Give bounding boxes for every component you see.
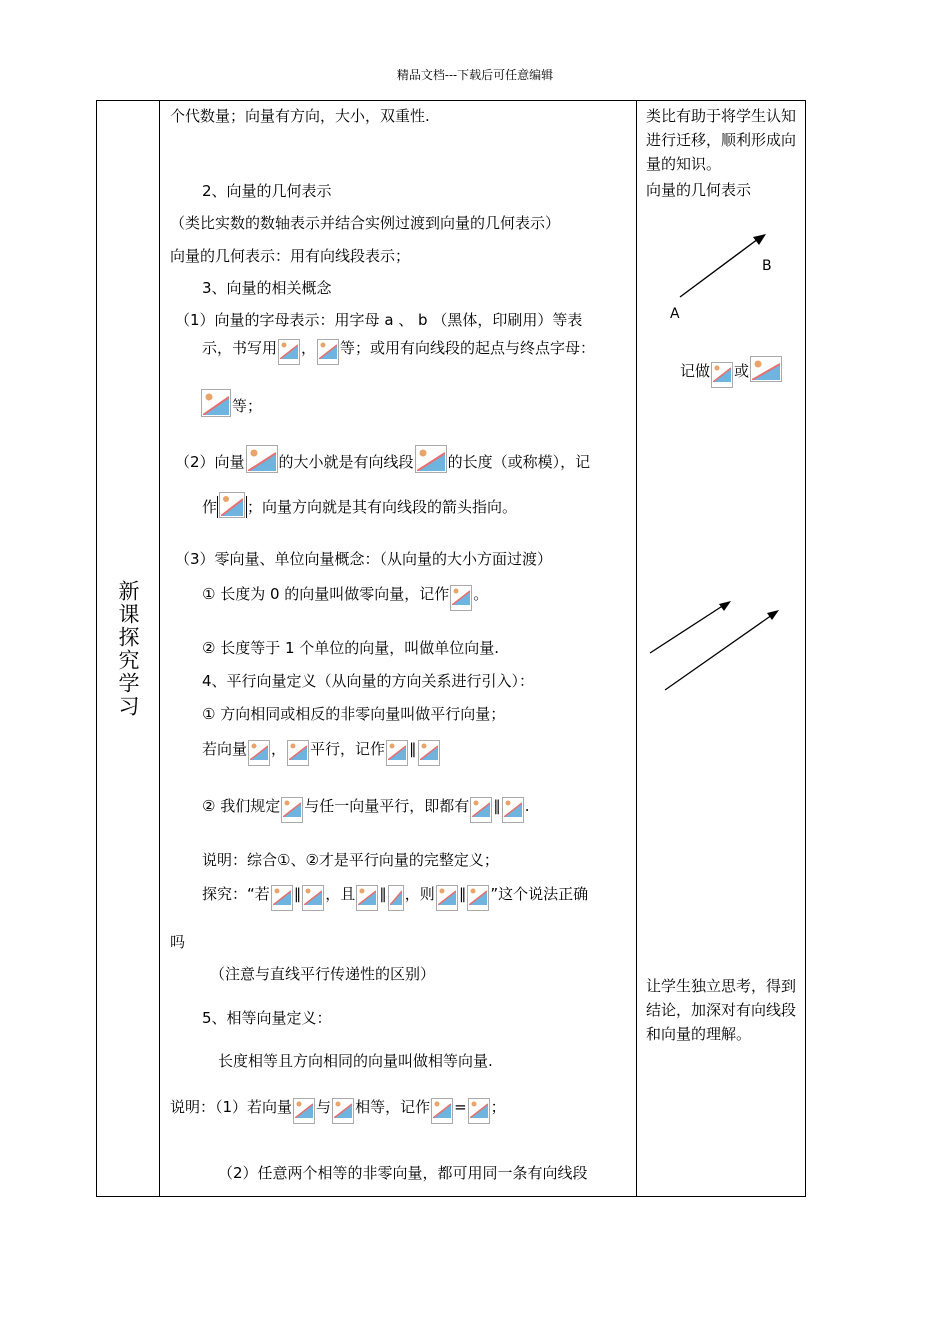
image-placeholder-icon: [332, 1098, 354, 1124]
text-line: 吗: [170, 933, 186, 951]
image-placeholder-icon: [271, 885, 293, 911]
note-analogy: 类比有助于将学生认知进行迁移，顺利形成向量的知识。: [646, 107, 797, 173]
image-placeholder-icon: [436, 885, 458, 911]
image-placeholder-icon: [468, 1098, 490, 1124]
image-placeholder-icon: [281, 797, 303, 823]
image-placeholder-icon: [302, 885, 324, 911]
image-placeholder-icon: [388, 885, 404, 911]
text-line: （2）任意两个相等的非零向量，都可用同一条有向线段: [218, 1164, 588, 1182]
text-line: 说明：综合①、②才是平行向量的完整定义；: [202, 851, 499, 869]
text-fragment: ① 长度为 0 的向量叫做零向量，记作: [202, 585, 450, 603]
text-line: ① 方向相同或相反的非零向量叫做平行向量；: [202, 705, 506, 723]
column-divider: [159, 101, 160, 1196]
text-fragment: 。: [473, 585, 489, 603]
parallel-symbol: ∥: [379, 885, 387, 903]
text-line: [202, 492, 517, 518]
image-placeholder-icon: [450, 585, 472, 611]
text-line: 2、向量的几何表示: [202, 182, 332, 200]
point-b-label: B: [762, 258, 772, 274]
column-divider: [636, 101, 637, 1196]
text-line: 5、相等向量定义：: [202, 1009, 332, 1027]
parallel-symbol: ∥: [458, 885, 467, 903]
text-fragment: （2）向量: [175, 453, 245, 471]
image-placeholder-icon: [287, 740, 309, 766]
image-placeholder-icon: [431, 1098, 453, 1124]
section-label-cell: [97, 101, 159, 1196]
text-fragment: 或: [734, 362, 750, 380]
parallel-symbol: ∥: [409, 740, 417, 758]
text-line: [200, 389, 262, 417]
parallel-vector-line: [665, 615, 772, 690]
text-line: （1）向量的字母表示：用字母 a 、 b （黑体，印刷用）等表: [175, 311, 583, 329]
text-line: 3、向量的相关概念: [202, 279, 332, 297]
parallel-vectors-diagram: [640, 595, 800, 695]
text-line: 4、平行向量定义（从向量的方向关系进行引入）：: [202, 672, 535, 690]
text-fragment: ，: [271, 740, 287, 758]
image-placeholder-icon: [467, 885, 489, 911]
text-fragment: 相等，记作: [355, 1098, 431, 1116]
text-fragment: 记做: [680, 362, 711, 380]
image-placeholder-icon: [219, 492, 245, 518]
text-line: [202, 584, 488, 611]
text-fragment: 与: [316, 1098, 332, 1116]
arrowhead-icon: [767, 610, 779, 620]
text-line: [170, 1097, 506, 1124]
text-fragment: ；向量方向就是其有向线段的箭头指向。: [247, 498, 518, 516]
image-placeholder-icon: [356, 885, 378, 911]
text-fragment: 的大小就是有向线段: [278, 453, 414, 471]
text-fragment: 若向量: [202, 740, 248, 758]
text-line: [202, 796, 530, 823]
text-line: [202, 739, 441, 766]
text-fragment: ”这个说法正确: [490, 885, 589, 903]
image-placeholder-icon: [386, 740, 408, 766]
text-fragment: ，: [301, 339, 317, 357]
text-fragment: 说明：（1）若向量: [170, 1098, 293, 1116]
text-fragment: ，则: [404, 885, 435, 903]
parallel-symbol: ∥: [293, 885, 302, 903]
image-placeholder-icon: [293, 1098, 315, 1124]
image-placeholder-icon: [317, 339, 339, 365]
text-line: （3）零向量、单位向量概念：（从向量的大小方面过渡）: [175, 550, 553, 568]
section-label: 新课探究学习: [116, 579, 140, 718]
image-placeholder-icon: [248, 740, 270, 766]
image-placeholder-icon: [711, 362, 733, 388]
vector-ab-diagram: [640, 225, 800, 335]
text-fragment: 作: [202, 498, 218, 516]
note-notation: [680, 356, 783, 388]
point-a-label: A: [670, 306, 680, 322]
text-line: 长度相等且方向相同的向量叫做相等向量.: [218, 1052, 493, 1070]
text-line: （注意与直线平行传递性的区别）: [210, 965, 436, 983]
text-fragment: 等；或用有向线段的起点与终点字母：: [340, 339, 596, 357]
text-fragment: .: [524, 797, 530, 815]
image-placeholder-icon: [750, 356, 782, 382]
parallel-symbol: ∥: [493, 797, 501, 815]
parallel-vector-line: [650, 605, 724, 653]
image-placeholder-icon: [418, 740, 440, 766]
text-fragment: 示，书写用: [202, 339, 278, 357]
text-line: （类比实数的数轴表示并结合实例过渡到向量的几何表示）: [170, 214, 561, 232]
text-fragment: 探究：“若: [202, 885, 270, 903]
text-line: ② 长度等于 1 个单位的向量，叫做单位向量.: [202, 639, 500, 657]
text-line: 向量的几何表示：用有向线段表示；: [170, 247, 411, 265]
page-header: 精品文档---下载后可任意编辑: [396, 68, 554, 82]
image-placeholder-icon: [415, 445, 447, 473]
text-fragment: 平行，记作: [310, 740, 386, 758]
vector-ab-line: [680, 239, 758, 297]
text-fragment: 与任一向量平行，即都有: [304, 797, 470, 815]
text-fragment: ；: [490, 1098, 506, 1116]
text-line: [202, 338, 595, 365]
text-fragment: 等；: [232, 397, 263, 415]
abs-bar: [217, 496, 218, 518]
image-placeholder-icon: [201, 389, 231, 417]
image-placeholder-icon: [470, 797, 492, 823]
equals-symbol: =: [454, 1098, 467, 1116]
text-fragment: 的长度（或称模），记: [447, 453, 591, 471]
image-placeholder-icon: [502, 797, 524, 823]
text-line: 个代数量；向量有方向，大小，双重性.: [170, 107, 430, 125]
arrowhead-icon: [719, 601, 731, 611]
text-line: [202, 884, 588, 911]
arrowhead-icon: [753, 234, 766, 245]
text-fragment: ，且: [325, 885, 356, 903]
image-placeholder-icon: [246, 445, 278, 473]
note-think: 让学生独立思考，得到结论，加深对有向线段和向量的理解。: [646, 977, 797, 1043]
note-geometric: 向量的几何表示: [646, 181, 752, 199]
image-placeholder-icon: [278, 339, 300, 365]
text-line: [175, 445, 590, 473]
text-fragment: ② 我们规定: [202, 797, 281, 815]
